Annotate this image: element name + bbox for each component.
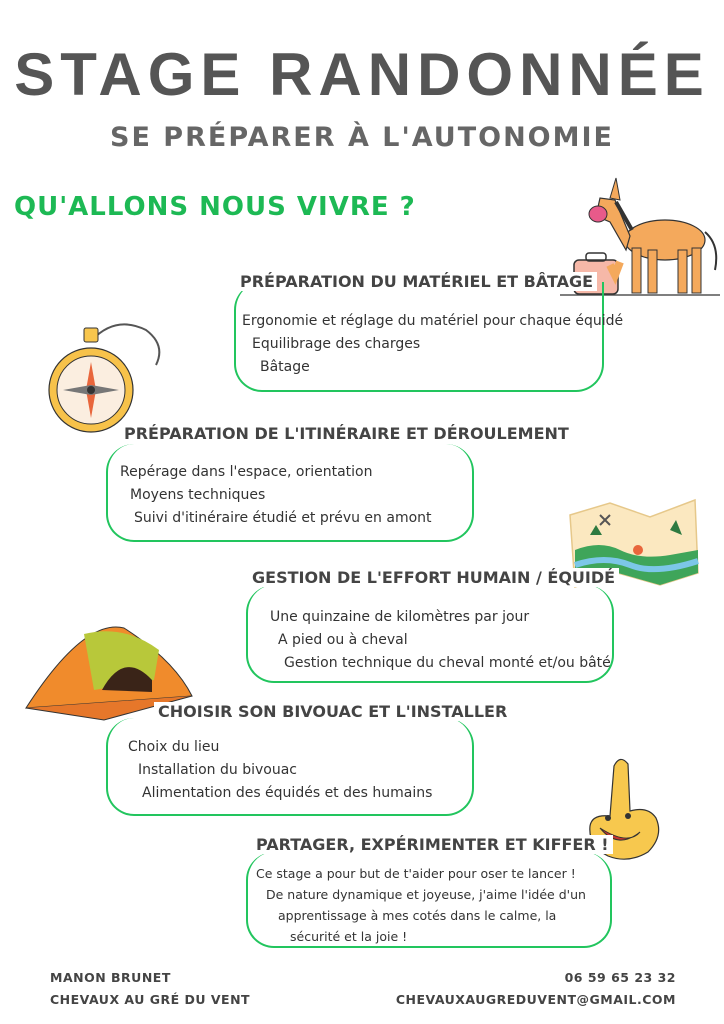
section-line: apprentissage à mes cotés dans le calme, la [278,908,557,923]
section-line: Ce stage a pour but de t'aider pour oser te lancer ! [256,866,576,881]
section-title-itineraire: PRÉPARATION DE L'ITINÉRAIRE ET DÉROULEMENT [120,424,573,443]
section-line: Moyens techniques [130,487,266,503]
section-line: Suivi d'itinéraire étudié et prévu en amont [134,510,432,526]
section-line: Repérage dans l'espace, orientation [120,464,373,480]
section-line: Choix du lieu [128,739,220,755]
section-question: QU'ALLONS NOUS VIVRE ? [14,192,416,222]
contact-name: MANON BRUNET [50,970,171,985]
section-line: Une quinzaine de kilomètres par jour [270,609,530,625]
phone-number: 06 59 65 23 32 [564,970,676,985]
email-address[interactable]: CHEVAUXAUGREDUVENT@GMAIL.COM [395,992,676,1007]
section-line: sécurité et la joie ! [290,929,408,944]
section-line: Equilibrage des charges [252,336,421,352]
section-line: A pied ou à cheval [278,632,408,648]
section-line: Gestion technique du cheval monté et/ou bâté [284,655,611,671]
compass-icon [46,320,166,440]
page-subtitle: SE PRÉPARER À L'AUTONOMIE [110,122,614,153]
section-title-bivouac: CHOISIR SON BIVOUAC ET L'INSTALLER [154,702,511,721]
section-line: Installation du bivouac [138,762,297,778]
section-line: Ergonomie et réglage du matériel pour chaque équidé [242,313,624,329]
section-title-materiel: PRÉPARATION DU MATÉRIEL ET BÂTAGE [236,272,597,291]
section-line: Bâtage [260,359,310,375]
section-title-effort: GESTION DE L'EFFORT HUMAIN / ÉQUIDÉ [248,568,619,587]
company-name: CHEVAUX AU GRÉ DU VENT [50,992,251,1007]
page-title: STAGE RANDONNÉE [14,41,710,108]
section-title-partager: PARTAGER, EXPÉRIMENTER ET KIFFER ! [252,835,613,854]
section-line: De nature dynamique et joyeuse, j'aime l'idée d'un [266,887,586,902]
section-line: Alimentation des équidés et des humains [142,785,433,801]
